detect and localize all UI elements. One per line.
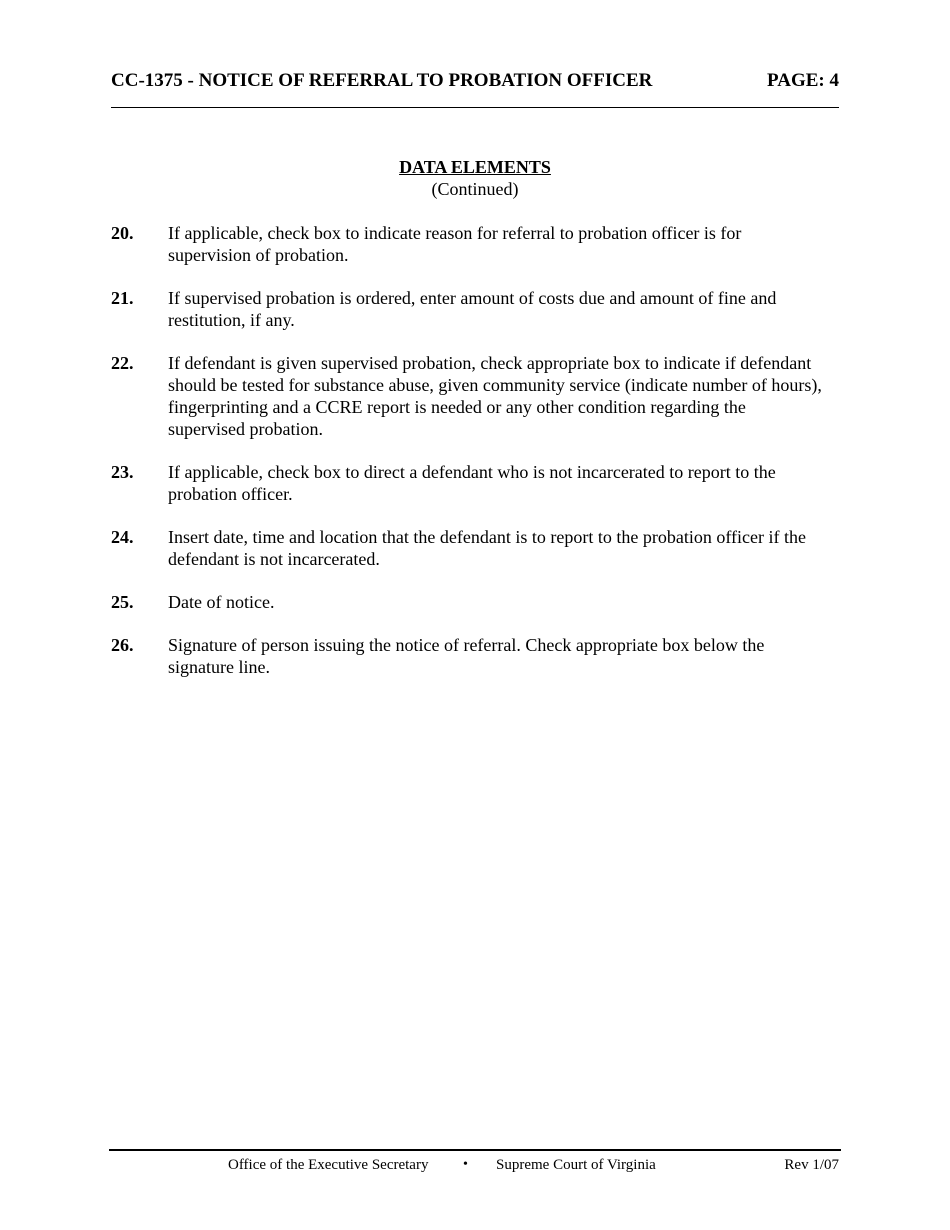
list-item: [111, 352, 826, 440]
footer-office: Office of the Executive Secretary: [228, 1157, 429, 1173]
footer-revision: Rev 1/07: [784, 1157, 839, 1173]
item-number: 20.: [111, 223, 134, 243]
header-divider: [111, 107, 839, 108]
item-number: 25.: [111, 592, 134, 612]
page-number: PAGE: 4: [767, 70, 839, 91]
list-item: [111, 222, 826, 266]
section-title-text: DATA ELEMENTS: [399, 157, 551, 177]
bullet-icon: •: [463, 1157, 468, 1172]
item-text: If applicable, check box to indicate reason for referral to probation officer is for supervision of probation.: [168, 223, 742, 265]
footer-divider: [109, 1149, 841, 1151]
item-text: Date of notice.: [168, 592, 275, 612]
list-item: [111, 287, 826, 331]
section-title: [111, 156, 839, 178]
form-title: CC-1375 - NOTICE OF REFERRAL TO PROBATION OFFICER: [111, 70, 653, 91]
item-number: 22.: [111, 353, 134, 373]
item-text: If applicable, check box to direct a defendant who is not incarcerated to report to the probation officer.: [168, 462, 776, 504]
list-item: [111, 526, 826, 570]
item-number: 21.: [111, 288, 134, 308]
page-header: [111, 68, 839, 94]
page-footer: [0, 1155, 950, 1175]
list-item: [111, 591, 826, 613]
item-text: If defendant is given supervised probation, check appropriate box to indicate if defendant should be tested for substance abuse, given community service (indicate number of hours), fingerprinting and a CCRE report is needed or any other condition regarding the supervised probation.: [168, 353, 822, 439]
item-number: 23.: [111, 462, 134, 482]
item-number: 26.: [111, 635, 134, 655]
item-text: Insert date, time and location that the defendant is to report to the probation officer if the defendant is not incarcerated.: [168, 527, 806, 569]
item-text: If supervised probation is ordered, enter amount of costs due and amount of fine and restitution, if any.: [168, 288, 777, 330]
list-item: [111, 634, 826, 678]
item-number: 24.: [111, 527, 134, 547]
data-element-list: [111, 222, 826, 699]
item-text: Signature of person issuing the notice of referral. Check appropriate box below the signature line.: [168, 635, 765, 677]
footer-court: Supreme Court of Virginia: [496, 1157, 656, 1173]
list-item: [111, 461, 826, 505]
section-subtitle: (Continued): [431, 179, 519, 199]
